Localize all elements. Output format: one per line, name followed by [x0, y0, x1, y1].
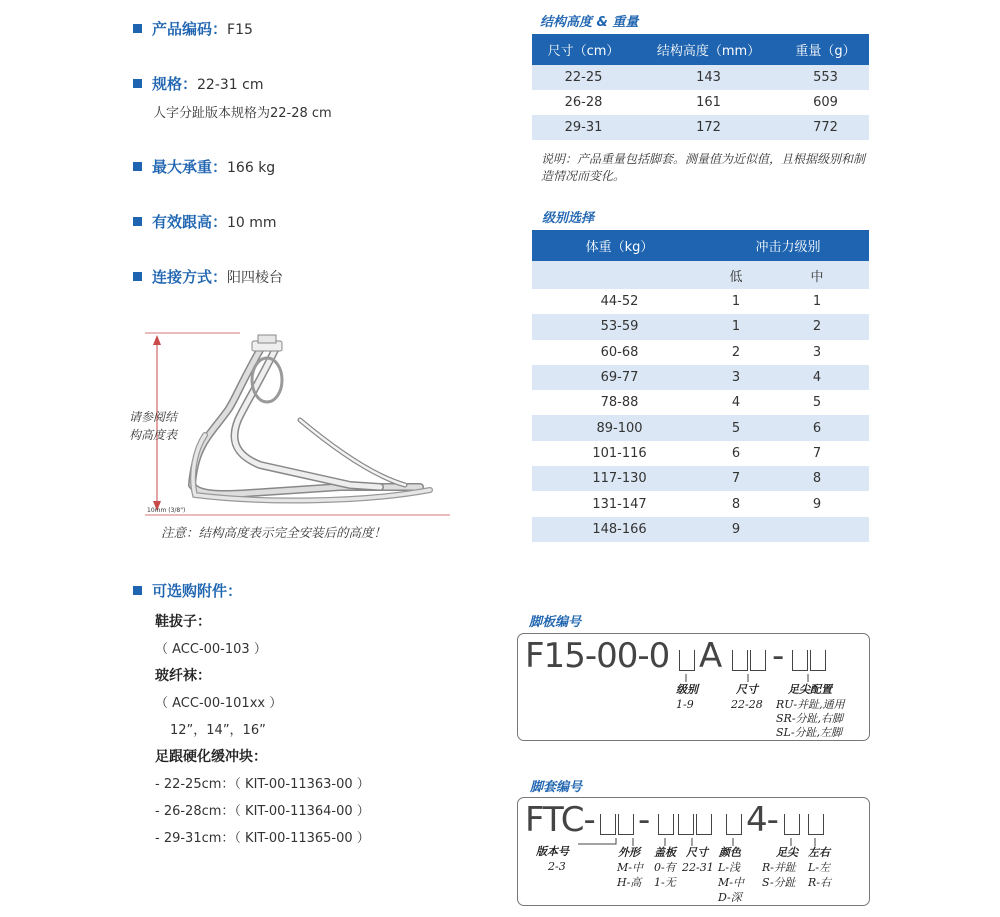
table-row	[532, 314, 869, 339]
bullet-icon	[133, 586, 142, 595]
cover-caption-body: 22-31	[682, 861, 714, 874]
foot-caption-body: SL-分趾,左脚	[776, 726, 843, 739]
foot-caption-body: 1-9	[676, 698, 694, 711]
foot-diagram	[140, 325, 460, 525]
cover-caption-body: H-高	[617, 876, 642, 889]
level-medium-cell: 7	[812, 445, 822, 461]
cover-caption-body: 1-无	[654, 876, 676, 889]
col-header-weight: 重量（g）	[782, 34, 869, 65]
weight-range-cell: 60-68	[600, 344, 639, 360]
cover-caption-head: 足尖	[776, 846, 798, 859]
level-low-cell: 7	[731, 471, 741, 487]
foot-code-box	[517, 633, 870, 741]
bullet-icon	[133, 162, 142, 171]
table-row	[532, 491, 869, 516]
level-medium-cell: 4	[812, 370, 822, 386]
table-row: 29-31 172 772	[532, 115, 869, 140]
accessory-sock-sizes: 12”，14”，16”	[170, 723, 266, 738]
bullet-icon	[133, 24, 142, 33]
weight-range-cell: 148-166	[592, 521, 647, 537]
level-low-cell: 2	[731, 344, 741, 360]
weight-range-cell: 101-116	[592, 445, 647, 461]
heel-height-label: 10mm (3/8")	[147, 507, 186, 514]
level-low-cell: 9	[731, 521, 741, 537]
weight-range-cell: 53-59	[600, 319, 639, 335]
height-weight-table	[532, 34, 869, 140]
level-medium-cell: 3	[812, 344, 822, 360]
bullet-icon	[133, 272, 142, 281]
cover-caption-head: 版本号	[536, 845, 569, 858]
table-row: 22-25 143 553	[532, 65, 869, 90]
level-medium-cell: 2	[812, 319, 822, 335]
level-low-cell: 5	[731, 420, 741, 436]
table-row	[532, 415, 869, 440]
col-header-body-weight: 体重（kg）	[532, 230, 707, 261]
cover-caption-body: M-中	[718, 876, 744, 889]
bullet-icon	[133, 217, 142, 226]
weight-range-cell: 44-52	[600, 294, 639, 310]
level-low-cell: 1	[731, 294, 741, 310]
cover-code-box	[517, 797, 870, 906]
diagram-side-note: 请参阅结构高度表	[129, 410, 178, 442]
subheader-medium: 中	[810, 269, 824, 285]
height-table-note: 说明：产品重量包括脚套。测量值为近似值，且根据级别和制造情况而变化。	[541, 152, 866, 183]
cover-code-title: 脚套编号	[530, 780, 583, 795]
cover-caption-head: 盖板	[654, 846, 676, 859]
foot-code-prefix: F15-00-0	[525, 636, 670, 676]
table-row	[532, 365, 869, 390]
table-row	[532, 340, 869, 365]
accessory-shoehorn-label: 鞋拔子：	[155, 614, 211, 630]
cover-code-dash: -	[638, 800, 650, 840]
weight-range-cell: 131-147	[592, 496, 647, 512]
table-row	[532, 390, 869, 415]
level-low-cell: 3	[731, 370, 741, 386]
foot-caption-head: 级别	[676, 683, 698, 696]
cover-caption-body: R-并趾	[762, 861, 796, 874]
cover-caption-head: 颜色	[719, 846, 741, 859]
level-low-cell: 4	[731, 395, 741, 411]
spec-product-code: 产品编码：F15	[133, 18, 253, 39]
cover-caption-body: 2-3	[548, 860, 566, 873]
cover-code-prefix: FTC-	[525, 800, 595, 840]
cover-caption-body: D-深	[718, 891, 742, 904]
accessory-heel-wedge-1: - 22-25cm：（ KIT-00-11363-00 ）	[155, 777, 370, 792]
col-header-build-height: 结构高度（mm）	[635, 34, 782, 65]
table-row	[532, 517, 869, 542]
foot-code-letter: A	[699, 636, 722, 676]
level-selection-table	[532, 230, 869, 542]
weight-range-cell: 117-130	[592, 471, 647, 487]
foot-code-title: 脚板编号	[529, 615, 582, 630]
accessory-sock-code: （ ACC-00-101xx ）	[155, 696, 283, 711]
table-row: 26-28 161 609	[564, 95, 838, 110]
level-low-cell: 1	[731, 319, 741, 335]
cover-caption-body: S-分趾	[762, 876, 796, 889]
level-low-cell: 8	[731, 496, 741, 512]
accessories-heading: 可选购附件：	[133, 580, 242, 601]
cover-caption-body: 0-有	[654, 861, 676, 874]
foot-caption-body: 22-28	[731, 698, 763, 711]
spec-max-load: 最大承重：166 kg	[133, 156, 275, 177]
level-medium-cell: 9	[812, 496, 822, 512]
col-header-impact-level: 冲击力级别	[707, 230, 869, 261]
cover-caption-body: R-右	[808, 876, 831, 889]
level-low-cell: 6	[731, 445, 741, 461]
subheader-low: 低	[729, 269, 743, 285]
weight-range-cell: 69-77	[600, 370, 639, 386]
cover-caption-body: L-左	[808, 861, 831, 874]
foot-blade-icon	[192, 350, 430, 500]
cover-code-suffix: 4-	[746, 800, 778, 840]
accessory-heel-wedge-2: - 26-28cm：（ KIT-00-11364-00 ）	[155, 804, 370, 819]
foot-caption-head: 尺寸	[736, 683, 758, 696]
foot-caption-body: SR-分趾,右脚	[776, 712, 844, 725]
cover-caption-head: 外形	[618, 846, 640, 859]
weight-range-cell: 89-100	[596, 420, 643, 436]
cover-caption-head: 左右	[808, 846, 830, 859]
foot-caption-body: RU-并趾,通用	[776, 698, 845, 711]
accessory-sock-label: 玻纤袜：	[155, 668, 211, 684]
spec-heel-height: 有效跟高：10 mm	[133, 211, 277, 232]
cover-caption-body: M-中	[617, 861, 643, 874]
table-row	[532, 441, 869, 466]
spec-size-note: 人字分趾版本规格为22-28 cm	[153, 106, 332, 121]
height-table-title: 结构高度 & 重量	[540, 15, 639, 30]
cover-caption-head: 尺寸	[686, 846, 708, 859]
level-medium-cell	[765, 517, 869, 542]
accessory-shoehorn-code: （ ACC-00-103 ）	[155, 642, 267, 657]
foot-caption-head: 足尖配置	[788, 683, 832, 696]
level-medium-cell: 6	[812, 420, 822, 436]
col-header-size: 尺寸（cm）	[532, 34, 635, 65]
level-medium-cell: 5	[812, 395, 822, 411]
table-row	[532, 289, 869, 314]
level-medium-cell: 8	[812, 471, 822, 487]
table-row	[532, 466, 869, 491]
accessory-heel-wedge-3: - 29-31cm：（ KIT-00-11365-00 ）	[155, 831, 370, 846]
accessory-heel-wedge-label: 足跟硬化缓冲块：	[155, 749, 267, 765]
cover-caption-body: L-浅	[718, 861, 741, 874]
weight-range-cell: 78-88	[600, 395, 639, 411]
diagram-caution: 注意：结构高度表示完全安装后的高度！	[161, 525, 387, 540]
spec-size: 规格：22-31 cm	[133, 73, 263, 94]
foot-code-dash: -	[772, 636, 784, 676]
level-medium-cell: 1	[812, 294, 822, 310]
level-table-title: 级别选择	[542, 211, 595, 226]
bullet-icon	[133, 79, 142, 88]
spec-connection: 连接方式：阳四棱台	[133, 266, 283, 287]
